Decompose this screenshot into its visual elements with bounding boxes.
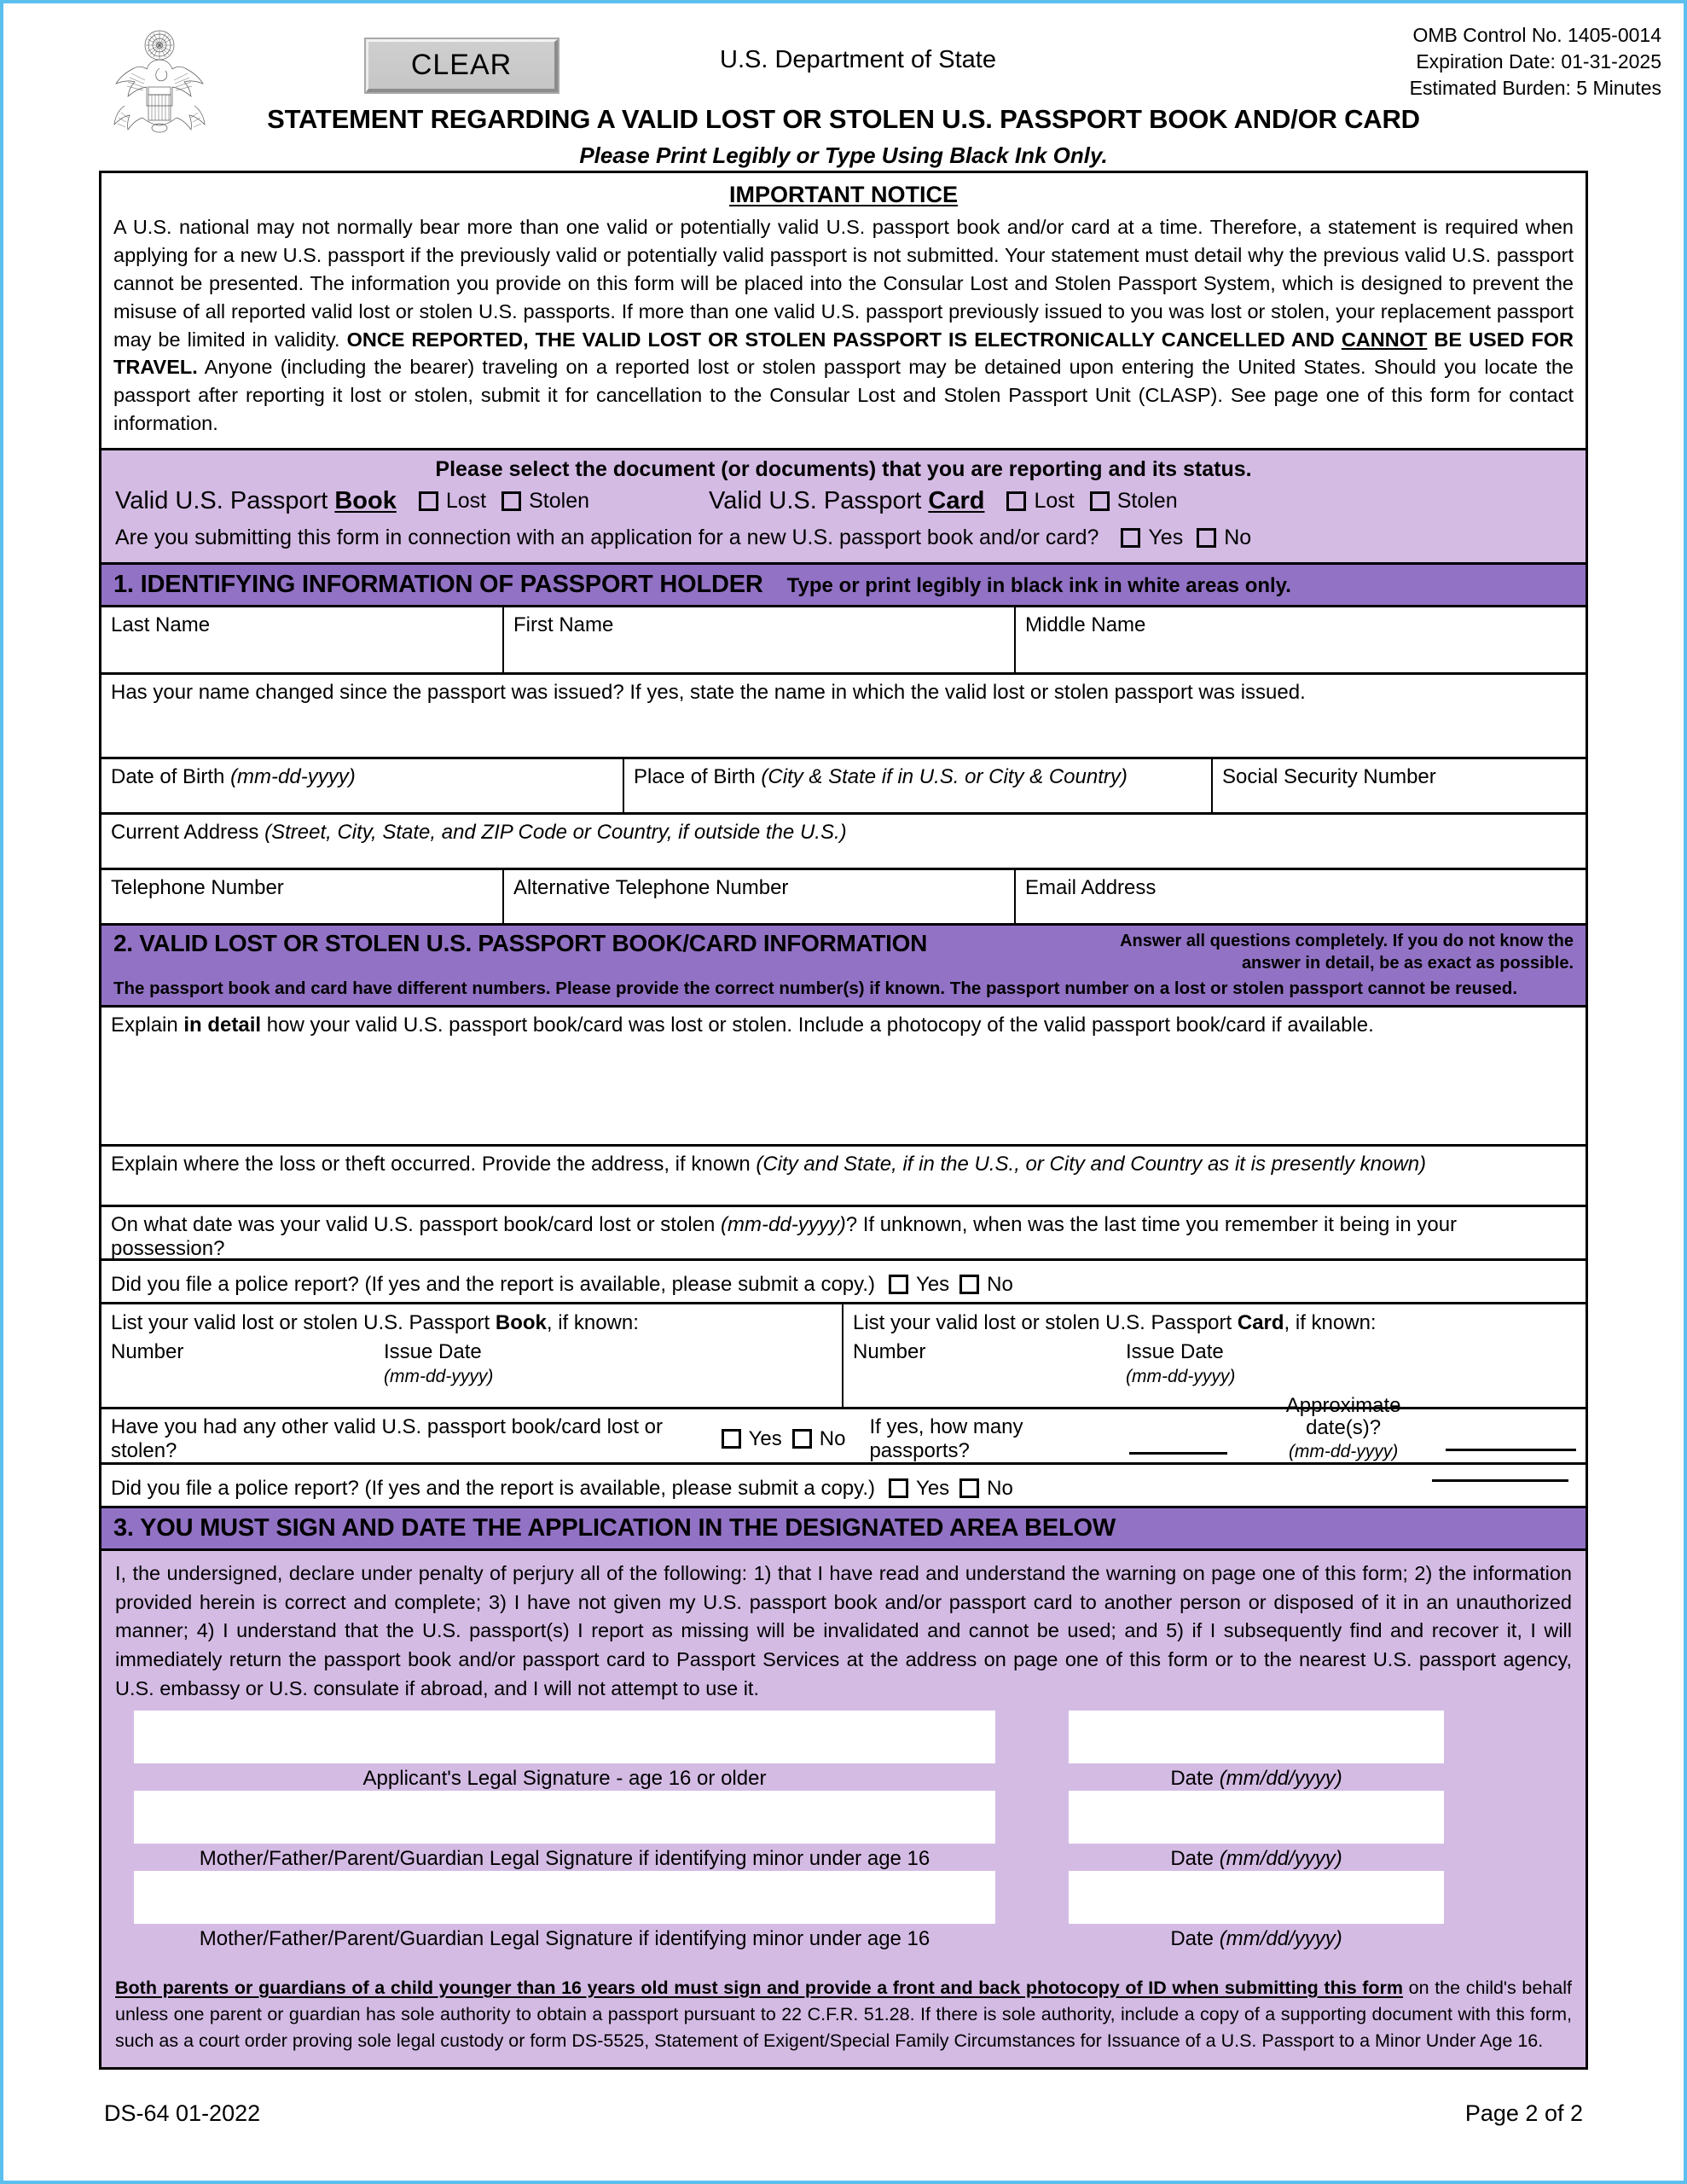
book-list-prefix: List your valid lost or stolen U.S. Passport bbox=[111, 1311, 496, 1335]
pob-label: Place of Birth bbox=[634, 765, 762, 789]
notice-bold-2: BE USED FOR TRAVEL. bbox=[113, 328, 1574, 379]
other-lost-field bbox=[101, 1394, 1586, 1462]
section-2-subnote: The passport book and card have different numbers. Please provide the correct number(s) if known. The passport number on a lost or stolen passport cannot be reused. bbox=[113, 979, 1518, 999]
police-report-field-1 bbox=[101, 1261, 1586, 1302]
book-issue-date-label: Issue Date bbox=[384, 1340, 482, 1364]
date-2-hint: (mm/dd/yyyy) bbox=[1219, 1847, 1342, 1871]
other-lost-no-checkbox[interactable] bbox=[792, 1429, 812, 1449]
important-notice bbox=[101, 173, 1586, 448]
card-list-prefix: List your valid lost or stolen U.S. Passport bbox=[853, 1311, 1238, 1335]
page-number: Page 2 of 2 bbox=[1464, 2100, 1583, 2126]
form-header bbox=[3, 3, 1684, 171]
alt-telephone-field[interactable] bbox=[504, 870, 1016, 923]
application-no-label: No bbox=[1224, 526, 1252, 550]
new-application-question: Are you submitting this form in connection with an application for a new U.S. passport book and/or card? bbox=[115, 526, 1099, 550]
last-name-label: Last Name bbox=[111, 613, 211, 637]
approx-dates-input[interactable] bbox=[1446, 1448, 1576, 1451]
other-lost-no-label: No bbox=[819, 1426, 846, 1450]
police-report-label-2: Did you file a police report? (If yes and the report is available, please submit a copy.) bbox=[111, 1476, 876, 1500]
last-name-field[interactable] bbox=[101, 607, 504, 672]
explain-bold: in detail bbox=[183, 1014, 262, 1037]
declaration-text: I, the undersigned, declare under penalty of perjury all of the following: 1) that I have read and understand the warning on page one of this form; 2) the information provided herein is correct and complete; 3) I have not given my U.S. passport book and/or passport card to another person or disposed of it in an unauthorized manner; 4) I understand that the U.S. passport(s) I report as missing will be invalidated and cannot be used; and 5) if I subsequently find and recover it, I will immediately return the passport book and/or passport card to Passport Services at the address on page one of this form or to the nearest U.S. passport agency, U.S. embassy or U.S. consulate if abroad, and I will not attempt to use it. bbox=[115, 1562, 1572, 1699]
card-number-label: Number bbox=[853, 1340, 926, 1364]
date-lost-row bbox=[101, 1207, 1586, 1261]
card-number-field[interactable] bbox=[853, 1340, 1126, 1388]
signature-2-caption: Mother/Father/Parent/Guardian Legal Signature if identifying minor under age 16 bbox=[199, 1847, 930, 1871]
book-lost-checkbox-group[interactable] bbox=[419, 489, 486, 514]
book-number-label: Number bbox=[111, 1340, 184, 1364]
alt-telephone-label: Alternative Telephone Number bbox=[513, 876, 789, 900]
card-stolen-checkbox[interactable] bbox=[1090, 491, 1110, 511]
date-lost-hint: (mm-dd-yyyy) bbox=[721, 1213, 846, 1237]
notice-part-2: Anyone (including the bearer) traveling on a reported lost or stolen passport may be detained upon entering the United States. Should you locate the passport after reporting it lost or stolen, submit it for cancellation to the Consular Lost and Stolen Passport Unit (CLASP). See page one of this form for contact information. bbox=[113, 356, 1574, 435]
date-of-birth-field[interactable] bbox=[101, 759, 624, 812]
date-1-label: Date bbox=[1170, 1767, 1220, 1791]
dob-hint: (mm-dd-yyyy) bbox=[230, 765, 356, 789]
ssn-label: Social Security Number bbox=[1222, 765, 1436, 789]
section-3-header bbox=[101, 1506, 1586, 1551]
police-report-2-no-label: No bbox=[987, 1476, 1013, 1500]
date-2-caption bbox=[1069, 1844, 1444, 1871]
omb-estimated-burden: Estimated Burden: 5 Minutes bbox=[1409, 76, 1661, 99]
card-issue-date-label: Issue Date bbox=[1126, 1340, 1224, 1364]
signature-1-column bbox=[134, 1711, 995, 1791]
approx-dates-hint: (mm-dd-yyyy) bbox=[1288, 1441, 1399, 1461]
telephone-field[interactable] bbox=[101, 870, 504, 923]
agency-name: U.S. Department of State bbox=[720, 46, 996, 73]
explain-detail-row bbox=[101, 1008, 1586, 1147]
book-number-block bbox=[101, 1304, 844, 1407]
date-2-input[interactable] bbox=[1069, 1791, 1444, 1844]
signature-row-1 bbox=[115, 1711, 1572, 1791]
application-yes-label: Yes bbox=[1148, 526, 1184, 550]
police-report-1-yes-checkbox[interactable] bbox=[889, 1275, 908, 1294]
date-3-hint: (mm/dd/yyyy) bbox=[1219, 1927, 1342, 1951]
date-2-column bbox=[1069, 1791, 1444, 1871]
form-page bbox=[3, 3, 1684, 2181]
book-lost-checkbox[interactable] bbox=[419, 491, 438, 511]
section-1-header bbox=[101, 562, 1586, 607]
email-field[interactable] bbox=[1016, 870, 1586, 923]
card-lost-checkbox[interactable] bbox=[1006, 491, 1026, 511]
section-1-fields bbox=[101, 607, 1586, 923]
name-changed-label: Has your name changed since the passport was issued? If yes, state the name in which the valid lost or stolen passport was issued. bbox=[111, 681, 1306, 705]
birth-ssn-row bbox=[101, 759, 1586, 815]
both-parents-rest: on the child's behalf unless one parent or guardian has sole authority to obtain a passport pursuant to 22 C.F.R. 51.28. If there is sole authority, include a copy of a supporting document with this form, such as a court order proving sole legal custody or form DS-5525, Statement of Exigent/Special Family Circumstances for Issuance of a U.S. Passport to a Minor Under Age 16. bbox=[115, 1978, 1572, 2052]
explain-suffix: how your valid U.S. passport book/card was lost or stolen. Include a photocopy of the valid passport book/card if available. bbox=[261, 1014, 1374, 1037]
police-report-row-1 bbox=[101, 1261, 1586, 1304]
other-lost-no-group[interactable] bbox=[792, 1427, 846, 1451]
book-stolen-label: Stolen bbox=[529, 489, 590, 514]
card-list-label bbox=[853, 1311, 1577, 1335]
card-stolen-checkbox-group[interactable] bbox=[1090, 489, 1178, 514]
card-issue-date-hint: (mm-dd-yyyy) bbox=[1126, 1367, 1236, 1387]
date-1-caption bbox=[1069, 1763, 1444, 1791]
section-1-note: Type or print legibly in black ink in white areas only. bbox=[786, 574, 1291, 598]
name-change-row bbox=[101, 675, 1586, 759]
police-report-1-yes-label: Yes bbox=[916, 1272, 950, 1296]
pob-hint: (City & State if in U.S. or City & Country) bbox=[761, 765, 1128, 789]
approx-dates-label: Approximate date(s)? bbox=[1285, 1394, 1401, 1440]
address-hint: (Street, City, State, and ZIP Code or Country, if outside the U.S.) bbox=[264, 821, 847, 845]
email-label: Email Address bbox=[1025, 876, 1157, 900]
signature-3-caption: Mother/Father/Parent/Guardian Legal Signature if identifying minor under age 16 bbox=[199, 1927, 930, 1951]
explain-prefix: Explain bbox=[111, 1014, 184, 1037]
police-report-2-no-checkbox[interactable] bbox=[959, 1478, 979, 1498]
application-no-checkbox[interactable] bbox=[1197, 528, 1216, 548]
passport-card-label bbox=[709, 487, 984, 515]
police-report-1-no-group[interactable] bbox=[959, 1273, 1013, 1297]
important-notice-heading: IMPORTANT NOTICE bbox=[729, 182, 958, 207]
card-list-suffix: , if known: bbox=[1284, 1311, 1377, 1335]
application-no-group[interactable] bbox=[1197, 526, 1251, 550]
ssn-field[interactable] bbox=[1213, 759, 1586, 812]
date-lost-field[interactable] bbox=[101, 1207, 1586, 1261]
date-3-label: Date bbox=[1170, 1927, 1220, 1951]
police-report-label-1: Did you file a police report? (If yes and the report is available, please submit a copy.) bbox=[111, 1272, 876, 1296]
section-2-note: Answer all questions completely. If you do not know the answer in detail, be as exact as possible. bbox=[1120, 932, 1574, 973]
application-yes-group[interactable] bbox=[1121, 526, 1183, 550]
book-list-label bbox=[111, 1311, 833, 1335]
police-report-2-yes-checkbox[interactable] bbox=[889, 1478, 908, 1498]
other-lost-label: Have you had any other valid U.S. passport book/card lost or stolen? bbox=[111, 1414, 664, 1462]
signature-row-2 bbox=[115, 1791, 1572, 1871]
place-of-birth-field[interactable] bbox=[624, 759, 1213, 812]
section-1-title: 1. IDENTIFYING INFORMATION OF PASSPORT HOLDER bbox=[113, 571, 763, 599]
book-number-field[interactable] bbox=[111, 1340, 384, 1388]
police-report-1-yes-group[interactable] bbox=[889, 1273, 949, 1297]
omb-control-number: OMB Control No. 1405-0014 bbox=[1412, 24, 1661, 46]
police-report-1-no-label: No bbox=[987, 1272, 1013, 1296]
current-address-field[interactable] bbox=[101, 815, 1586, 868]
card-stolen-label: Stolen bbox=[1116, 489, 1178, 514]
card-label-prefix: Valid U.S. Passport bbox=[709, 487, 929, 515]
address-row bbox=[101, 815, 1586, 870]
page-title: STATEMENT REGARDING A VALID LOST OR STOLEN U.S. PASSPORT BOOK AND/OR CARD bbox=[267, 104, 1420, 134]
police-report-field-2 bbox=[101, 1465, 1586, 1506]
card-number-fields bbox=[853, 1340, 1577, 1388]
where-lost-label: Explain where the loss or theft occurred. Provide the address, if known bbox=[111, 1153, 757, 1176]
police-report-1-no-checkbox[interactable] bbox=[959, 1275, 979, 1294]
date-3-caption bbox=[1069, 1924, 1444, 1951]
card-list-bold: Card bbox=[1237, 1311, 1284, 1335]
date-lost-label-a: On what date was your valid U.S. passport book/card lost or stolen bbox=[111, 1213, 722, 1237]
new-application-question-row bbox=[115, 526, 1572, 550]
book-issue-date-hint: (mm-dd-yyyy) bbox=[384, 1367, 494, 1387]
signature-3-column bbox=[134, 1871, 995, 1951]
section-2-header-line-1 bbox=[113, 930, 1574, 974]
document-selection-band bbox=[101, 448, 1586, 562]
application-yes-checkbox[interactable] bbox=[1121, 528, 1140, 548]
dob-label: Date of Birth bbox=[111, 765, 231, 789]
omb-expiration-date: Expiration Date: 01-31-2025 bbox=[1416, 49, 1661, 73]
where-lost-hint: (City and State, if in the U.S., or City and Country as it is presently known) bbox=[756, 1153, 1427, 1176]
book-label-bold: Book bbox=[334, 487, 397, 515]
where-lost-field[interactable] bbox=[101, 1147, 1586, 1205]
signature-3-input[interactable] bbox=[134, 1871, 995, 1924]
book-issue-date-field[interactable] bbox=[384, 1340, 493, 1388]
notice-part-1: A U.S. national may not normally bear more than one valid or potentially valid U.S. passport book and/or card at a time. Therefore, a statement is required when applying for a new U.S. passport if the previously valid or potentially valid passport is not submitted. Your statement must detail why the previous valid U.S. passport cannot be presented. The information you provide on this form will be placed into the Consular Lost and Stolen Passport System, which is designed to prevent the misuse of all reported valid lost or stolen U.S. passports. If more than one valid U.S. passport previously issued to you was lost or stolen, your replacement passport may be limited in validity. bbox=[113, 216, 1574, 351]
passport-book-label bbox=[115, 487, 397, 515]
explain-detail-field[interactable] bbox=[101, 1008, 1586, 1144]
selection-instruction: Please select the document (or documents) that you are reporting and its status. bbox=[435, 457, 1252, 482]
section-3-title: 3. YOU MUST SIGN AND DATE THE APPLICATION IN THE DESIGNATED AREA BELOW bbox=[113, 1514, 1116, 1542]
signature-2-column bbox=[134, 1791, 995, 1871]
name-changed-field[interactable] bbox=[101, 675, 1586, 757]
section-3-body bbox=[101, 1551, 1586, 2066]
book-stolen-checkbox-group[interactable] bbox=[501, 489, 589, 514]
card-lost-label: Lost bbox=[1034, 489, 1075, 514]
contact-row bbox=[101, 870, 1586, 923]
book-label-prefix: Valid U.S. Passport bbox=[115, 487, 335, 515]
date-lost-label-b: ? If unknown, when was the last time you remember it being in your possession? bbox=[111, 1213, 1458, 1261]
name-row bbox=[101, 607, 1586, 675]
date-1-hint: (mm/dd/yyyy) bbox=[1219, 1767, 1342, 1791]
section-2-header bbox=[101, 923, 1586, 1008]
card-label-bold: Card bbox=[928, 487, 985, 515]
police-report-2-no-group[interactable] bbox=[959, 1477, 1013, 1501]
address-label: Current Address bbox=[111, 821, 265, 845]
how-many-label: If yes, how many passports? bbox=[869, 1414, 1023, 1462]
police-report-row-2 bbox=[101, 1465, 1586, 1506]
signature-1-caption: Applicant's Legal Signature - age 16 or older bbox=[362, 1767, 767, 1791]
date-1-input[interactable] bbox=[1069, 1711, 1444, 1763]
book-number-fields bbox=[111, 1340, 833, 1388]
date-1-column bbox=[1069, 1711, 1444, 1791]
form-body bbox=[99, 171, 1588, 2070]
both-parents-bold: Both parents or guardians of a child younger than 16 years old must sign and provide a front and back photocopy of ID when submitting this form bbox=[115, 1978, 1404, 1999]
signature-1-input[interactable] bbox=[134, 1711, 995, 1763]
page-subtitle: Please Print Legibly or Type Using Black Ink Only. bbox=[579, 142, 1108, 168]
date-3-column bbox=[1069, 1871, 1444, 1951]
card-lost-checkbox-group[interactable] bbox=[1006, 489, 1074, 514]
middle-name-field[interactable] bbox=[1016, 607, 1586, 672]
other-lost-yes-label: Yes bbox=[748, 1426, 782, 1450]
telephone-label: Telephone Number bbox=[111, 876, 284, 900]
signature-row-3 bbox=[115, 1871, 1572, 1951]
date-2-label: Date bbox=[1170, 1847, 1220, 1871]
section-2-fields bbox=[101, 1008, 1586, 1506]
book-stolen-checkbox[interactable] bbox=[501, 491, 521, 511]
first-name-label: First Name bbox=[513, 613, 614, 637]
middle-name-label: Middle Name bbox=[1025, 613, 1146, 637]
approx-dates-block bbox=[1249, 1395, 1437, 1462]
document-type-row bbox=[115, 487, 1572, 515]
notice-bold-1: ONCE REPORTED, THE VALID LOST OR STOLEN PASSPORT IS ELECTRONICALLY CANCELLED AND bbox=[346, 328, 1342, 351]
notice-cannot-underline: CANNOT bbox=[1341, 328, 1428, 351]
form-number: DS-64 01-2022 bbox=[104, 2100, 261, 2126]
form-footer bbox=[104, 2100, 1583, 2127]
where-lost-row bbox=[101, 1147, 1586, 1207]
police-report-2-yes-group[interactable] bbox=[889, 1477, 949, 1501]
important-notice-text bbox=[113, 213, 1574, 438]
signature-2-input[interactable] bbox=[134, 1791, 995, 1844]
police-report-2-yes-label: Yes bbox=[916, 1476, 950, 1500]
book-list-bold: Book bbox=[495, 1311, 547, 1335]
omb-block bbox=[1410, 22, 1661, 101]
section-2-title: 2. VALID LOST OR STOLEN U.S. PASSPORT BOOK/CARD INFORMATION bbox=[113, 930, 928, 957]
other-lost-yes-group[interactable] bbox=[722, 1427, 782, 1451]
date-3-input[interactable] bbox=[1069, 1871, 1444, 1924]
other-lost-row bbox=[101, 1394, 1586, 1465]
police-report-2-extra-input[interactable] bbox=[1432, 1478, 1568, 1482]
card-issue-date-field[interactable] bbox=[1126, 1340, 1235, 1388]
first-name-field[interactable] bbox=[504, 607, 1016, 672]
book-list-suffix: , if known: bbox=[546, 1311, 639, 1335]
both-parents-note bbox=[115, 1975, 1572, 2055]
how-many-input[interactable] bbox=[1129, 1451, 1227, 1455]
clear-button[interactable]: CLEAR bbox=[366, 39, 558, 92]
other-lost-yes-checkbox[interactable] bbox=[722, 1429, 741, 1449]
book-lost-label: Lost bbox=[445, 489, 487, 514]
card-number-block bbox=[844, 1304, 1586, 1407]
